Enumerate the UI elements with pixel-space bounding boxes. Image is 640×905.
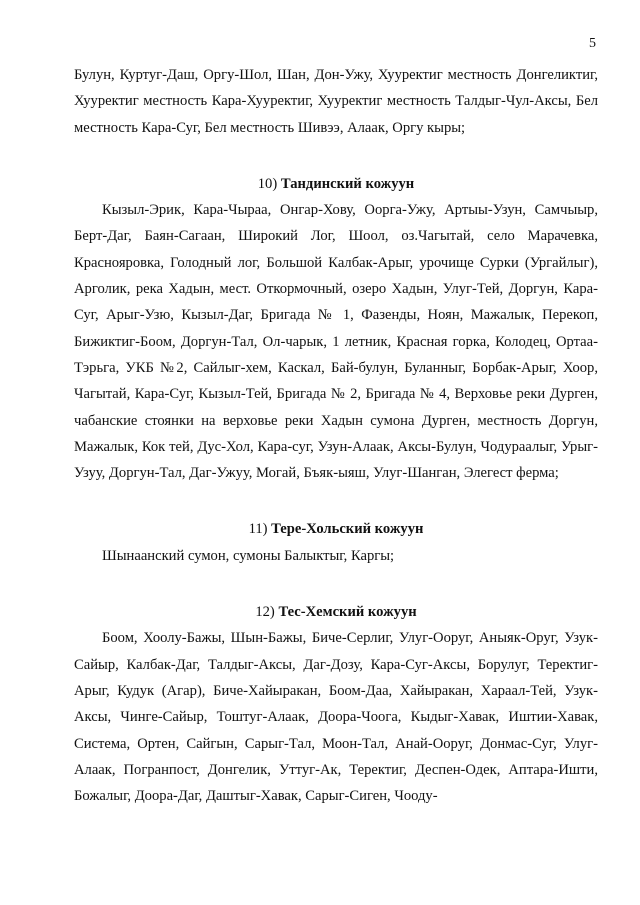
- spacer: [74, 569, 598, 599]
- spacer: [74, 141, 598, 171]
- document-body: [74, 62, 598, 809]
- spacer: [74, 486, 598, 516]
- section-title: Тере-Хольский кожуун: [271, 521, 424, 538]
- intro-paragraph: Булун, Куртуг-Даш, Оргу-Шол, Шан, Дон-Ужу, Хууректиг местность Донгеликтиг, Хууректиг местность Кара-Хууректиг, Хууректиг местность Талдыг-Чул-Аксы, Бел местность Кара-Суг, Бел местность Шивээ, Алаак, Оргу кыры;: [74, 67, 598, 136]
- section-number: 10): [257, 175, 281, 192]
- section-paragraph-tere-kholsky: Шынаанский сумон, сумоны Балыктыг, Каргы;: [102, 547, 395, 564]
- section-heading-tandinsky: [74, 171, 598, 197]
- section-number: 11): [248, 521, 272, 538]
- section-paragraph-tes-khemsky: Боом, Хоолу-Бажы, Шын-Бажы, Биче-Серлиг, Улуг-Ооруг, Аныяк-Оруг, Узук-Сайыр, Калбак-Даг, Талдыг-Аксы, Даг-Дозу, Кара-Суг-Аксы, Борулуг, Теректиг-Арыг, Кудук (Агар), Биче-Хайыракан, Боом-Даа, Хайыракан, Хараал-Тей, Узук-Аксы, Чинге-Сайыр, Тоштуг-Алаак, Доора-Чоога, Кыдыг-Хавак, Иштии-Хавак, Система, Ортен, Сайгын, Сарыг-Тал, Моон-Тал, Анай-Ооруг, Донмас-Суг, Улуг-Алаак, Погранпост, Донгелик, Уттуг-Ак, Теректиг, Деспен-Одек, Аптара-Ишти, Божалыг, Доора-Даг, Даштыг-Хавак, Сарыг-Сиген, Чооду-: [74, 630, 598, 805]
- page-number: 5: [589, 36, 596, 51]
- section-paragraph-tandinsky: Кызыл-Эрик, Кара-Чыраа, Онгар-Хову, Оорга-Ужу, Артыы-Узун, Самчыыр, Берт-Даг, Баян-Сагаан, Широкий Лог, Шоол, оз.Чагытай, село Марачевка, Краснояровка, Голодный лог, Большой Калбак-Арыг, урочище Сурки (Ургайлыг), Арголик, река Хадын, мест. Откормочный, озеро Хадын, Улуг-Тей, Доргун, Кара-Суг, Арыг-Узю, Кызыл-Даг, Бригада № 1, Фазенды, Ноян, Мажалык, Перекоп, Бижиктиг-Боом, Доргун-Тал, Ол-чарык, 1 летник, Красная горка, Колодец, Ортаа-Тэрьга, УКБ №2, Сайлыг-хем, Каскал, Бай-булун, Буланныг, Борбак-Арыг, Хоор, Чагытай, Кара-Суг, Кызыл-Тей, Бригада № 2, Бригада № 4, Верховье реки Дурген, чабанские стоянки на верховье реки Хадын сумона Дурген, местность Доргун, Мажалык, Кок тей, Дус-Хол, Кара-суг, Узун-Алаак, Аксы-Булун, Чодураалыг, Урыг-Узуу, Доргун-Тал, Даг-Ужуу, Могай, Бъяк-ыяш, Улуг-Шанган, Элегест ферма;: [74, 202, 598, 482]
- section-title: Тес-Хемский кожуун: [278, 604, 417, 621]
- section-title: Тандинский кожуун: [280, 175, 415, 192]
- section-number: 12): [255, 604, 279, 621]
- section-heading-tes-khemsky: [74, 599, 598, 625]
- section-heading-tere-kholsky: [74, 516, 598, 542]
